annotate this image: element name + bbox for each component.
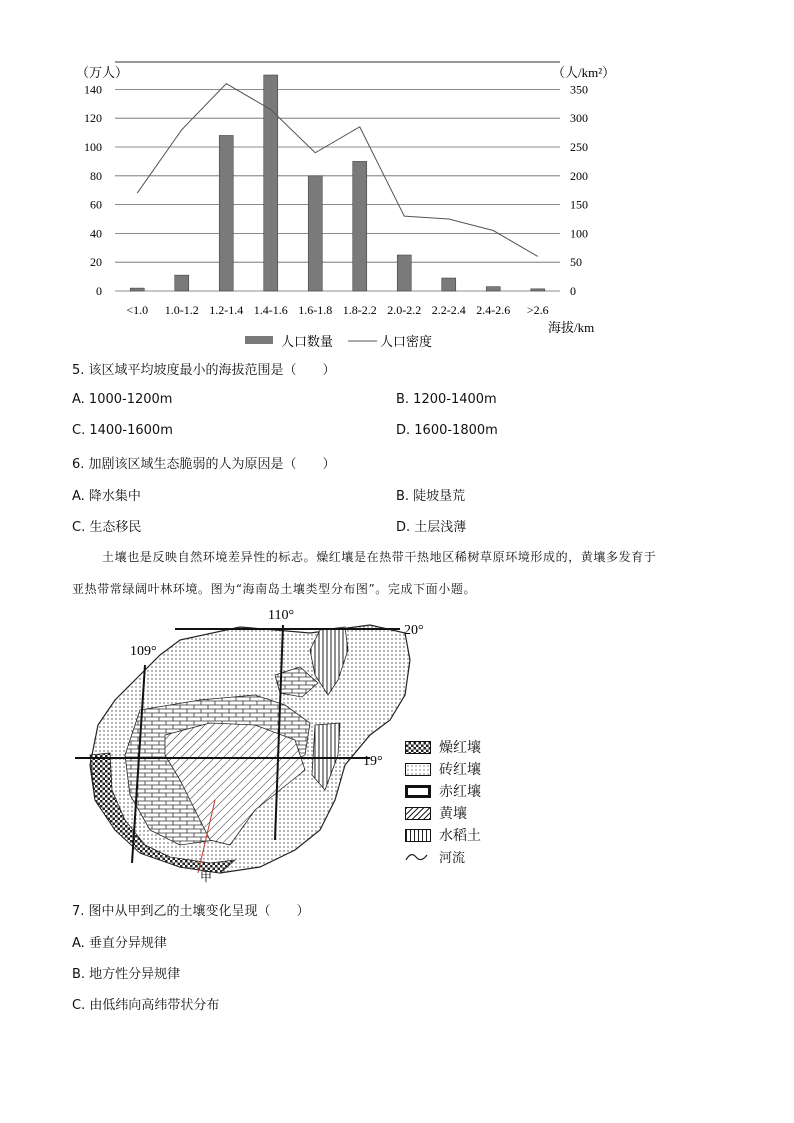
y-tick-label-left: 60 <box>90 197 102 212</box>
bar <box>264 75 278 291</box>
legend-swatch-yellow <box>405 807 431 820</box>
bar <box>130 288 144 291</box>
y-tick-label-left: 20 <box>90 255 102 270</box>
y-tick-label-left: 80 <box>90 168 102 183</box>
q5-option-d[interactable]: D. 1600-1800m <box>396 423 498 438</box>
population-chart <box>0 55 794 355</box>
x-tick-label: 1.0-1.2 <box>164 303 199 317</box>
legend-item-river <box>405 847 465 866</box>
label-lon-109: 109° <box>130 644 157 659</box>
legend-item-dry-red <box>405 737 481 757</box>
legend-label-laterite: 砖红壤 <box>439 762 481 778</box>
river-icon <box>405 851 431 863</box>
map-legend <box>405 737 515 867</box>
y-tick-label-left: 100 <box>84 140 102 154</box>
legend-item-yellow <box>405 803 467 823</box>
x-tick-label: 2.4-2.6 <box>476 303 511 317</box>
legend-label-yellow: 黄壤 <box>439 806 467 822</box>
q5-option-b[interactable]: B. 1200-1400m <box>396 392 497 407</box>
legend-swatch-paddy <box>405 829 431 842</box>
bar <box>442 278 456 291</box>
q7-stem: 7. 图中从甲到乙的土壤变化呈现（ ） <box>72 904 310 919</box>
legend-swatch-dry-red <box>405 741 431 754</box>
q5-stem: 5. 该区域平均坡度最小的海拔范围是（ ） <box>72 363 336 378</box>
series-line-density <box>137 84 538 257</box>
x-tick-label: 1.4-1.6 <box>253 303 288 317</box>
q6-option-c[interactable]: C. 生态移民 <box>72 520 142 535</box>
y-tick-label-right: 0 <box>570 284 576 298</box>
legend-label-river: 河流 <box>439 851 466 866</box>
y-tick-label-right: 200 <box>570 168 588 183</box>
y-tick-label-left: 0 <box>96 284 102 298</box>
label-lat-20: 20° <box>404 623 424 638</box>
x-tick-label: >2.6 <box>526 303 549 317</box>
q7-option-a[interactable]: A. 垂直分异规律 <box>72 936 167 951</box>
y-tick-label-left: 120 <box>84 111 102 126</box>
legend-swatch-red-earth <box>405 785 431 798</box>
legend-bar-swatch <box>245 336 273 344</box>
legend-label-red-earth: 赤红壤 <box>439 784 481 800</box>
legend-label-density: 人口密度 <box>380 334 433 349</box>
x-tick-label: 1.2-1.4 <box>209 303 244 317</box>
y-axis-label-left: （万人） <box>76 65 129 80</box>
q6-option-a[interactable]: A. 降水集中 <box>72 489 141 504</box>
q6-option-b[interactable]: B. 陡坡垦荒 <box>396 489 466 504</box>
legend-item-laterite <box>405 759 481 779</box>
bar <box>531 289 545 291</box>
y-axis-label-right: （人/km²） <box>552 65 616 80</box>
q7-option-c[interactable]: C. 由低纬向高纬带状分布 <box>72 998 220 1013</box>
x-axis-label: 海拔/km <box>548 320 595 335</box>
label-lat-19: 19° <box>363 754 383 769</box>
y-tick-label-right: 100 <box>570 226 588 241</box>
q6-option-d[interactable]: D. 土层浅薄 <box>396 520 467 535</box>
label-lon-110: 110° <box>268 608 295 623</box>
q5-option-a[interactable]: A. 1000-1200m <box>72 392 173 407</box>
bar <box>175 275 189 291</box>
passage-line-2: 亚热带常绿阔叶林环境。图为“海南岛土壤类型分布图”。完成下面小题。 <box>72 582 477 596</box>
bar <box>308 176 322 291</box>
x-tick-label: 2.0-2.2 <box>387 303 422 317</box>
y-tick-label-right: 150 <box>570 197 588 212</box>
bar <box>219 135 233 291</box>
legend-item-paddy <box>405 825 481 845</box>
bar <box>486 287 500 291</box>
x-tick-label: 2.2-2.4 <box>431 303 466 317</box>
q5-option-c[interactable]: C. 1400-1600m <box>72 423 173 438</box>
y-tick-label-left: 140 <box>84 82 102 97</box>
bar <box>397 255 411 291</box>
legend-label-population: 人口数量 <box>281 334 334 349</box>
y-tick-label-right: 350 <box>570 82 588 97</box>
legend-label-paddy: 水稻土 <box>439 828 481 844</box>
y-tick-label-right: 250 <box>570 140 588 154</box>
y-tick-label-right: 50 <box>570 255 582 270</box>
x-tick-label: 1.6-1.8 <box>298 303 333 317</box>
x-tick-label: 1.8-2.2 <box>342 303 377 317</box>
y-tick-label-left: 40 <box>90 226 102 241</box>
passage-line-1: 土壤也是反映自然环境差异性的标志。燥红壤是在热带干热地区稀树草原环境形成的，黄壤多发育于 <box>102 550 657 564</box>
legend-label-dry-red: 燥红壤 <box>439 740 481 756</box>
q7-option-b[interactable]: B. 地方性分异规律 <box>72 967 181 982</box>
y-tick-label-right: 300 <box>570 111 588 126</box>
chart-svg <box>0 55 794 355</box>
label-jia: 甲 <box>200 870 213 884</box>
bar <box>353 161 367 291</box>
q6-stem: 6. 加剧该区域生态脆弱的人为原因是（ ） <box>72 457 336 472</box>
legend-item-red-earth <box>405 781 481 801</box>
legend-swatch-laterite <box>405 763 431 776</box>
x-tick-label: <1.0 <box>126 303 149 317</box>
